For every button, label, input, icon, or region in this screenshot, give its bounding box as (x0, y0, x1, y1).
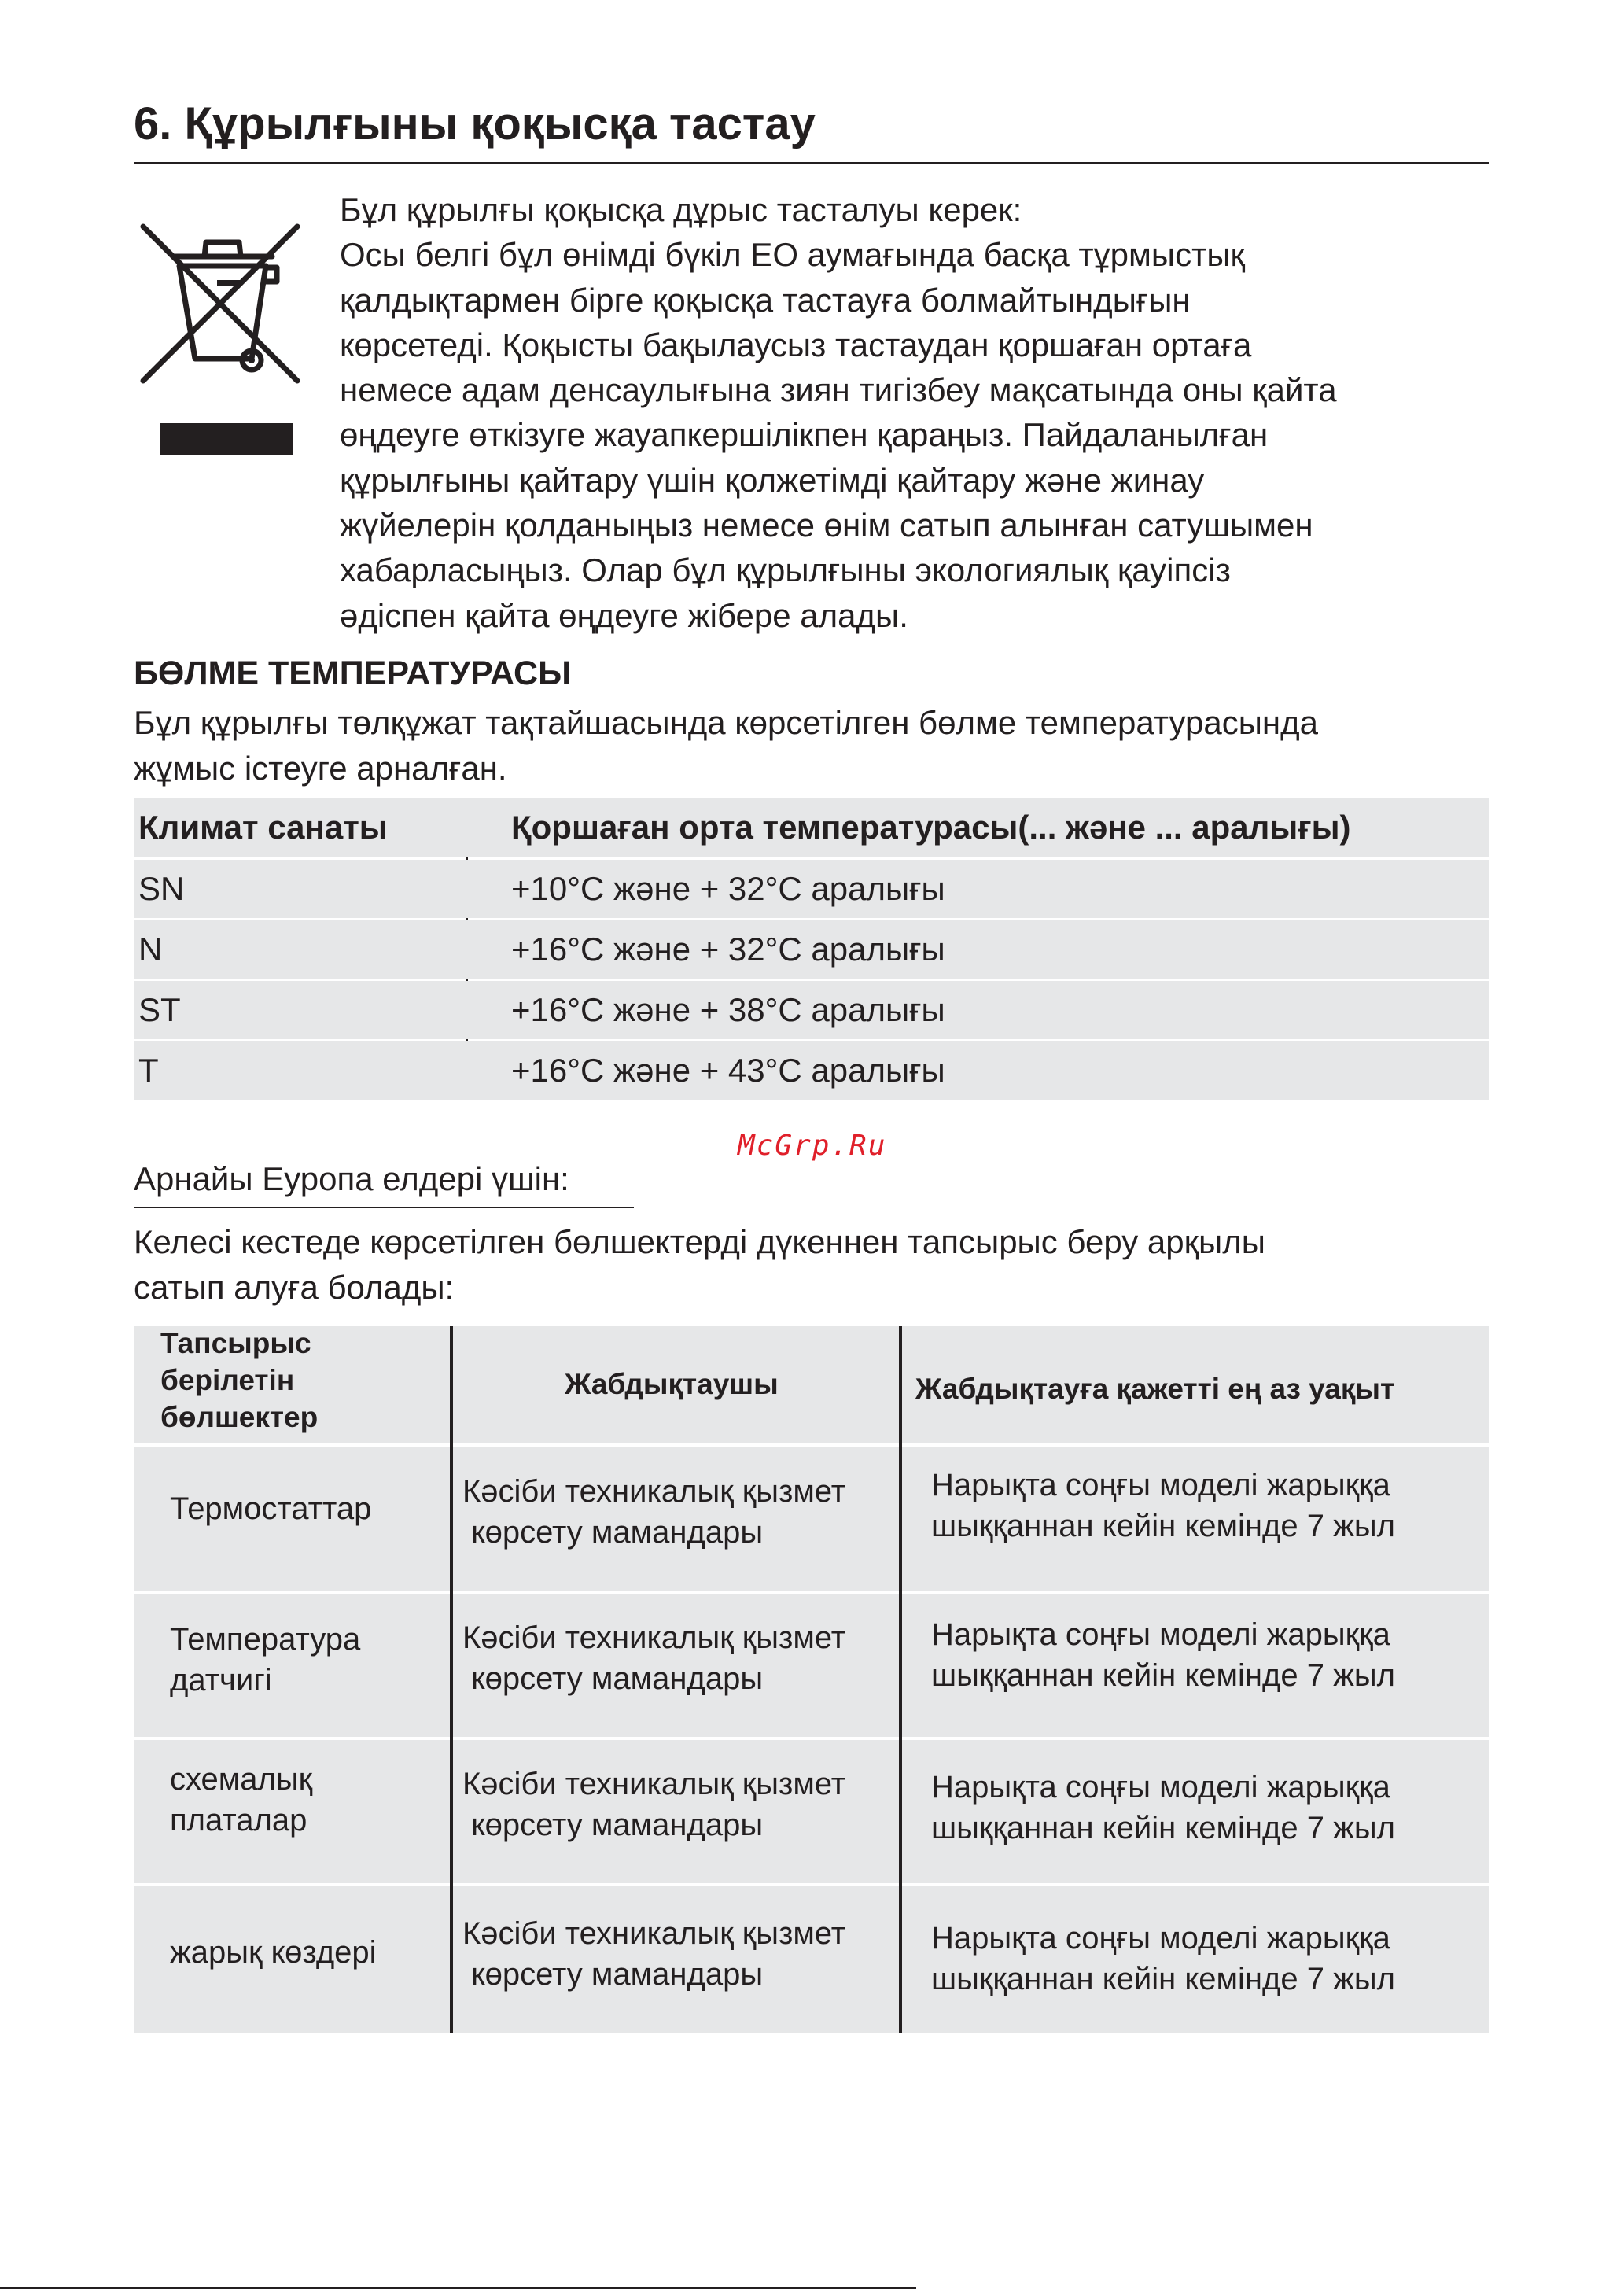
supplier: Кәсіби техникалық қызмет көрсету мамандары (462, 1916, 846, 1992)
text-line: жұмыс істеуге арналған. (134, 749, 507, 787)
column-divider (450, 1326, 453, 2033)
climate-class: ST (138, 991, 181, 1028)
min-time: Нарықта соңғы моделі жарыққа шыққаннан кейін кемінде 7 жыл (931, 1617, 1395, 1693)
column-divider (899, 1326, 902, 2033)
climate-class: SN (138, 870, 185, 907)
header-line: Тапсырыс (160, 1327, 311, 1359)
header-line: берілетін (160, 1364, 295, 1396)
text-line: хабарласыңыз. Олар бұл құрылғыны экологиялық қауіпсіз (340, 551, 1231, 589)
part-name: Температура датчигі (170, 1622, 361, 1698)
part-name: жарық көздері (170, 1935, 377, 1970)
text-line: өңдеуге өткізуге жауапкершілікпен қараңыз. Пайдаланылған (340, 416, 1269, 454)
climate-table (134, 798, 1489, 1102)
header-min-time: Жабдықтауға қажетті ең аз уақыт (915, 1373, 1395, 1405)
table-header-row (134, 798, 1489, 857)
table-row (134, 920, 1489, 979)
temperature-range: +16°C және + 43°C аралығы (511, 1052, 945, 1089)
text-line: Келесі кестеде көрсетілген бөлшектерді дүкеннен тапсырыс беру арқылы (134, 1223, 1265, 1260)
climate-class: N (138, 931, 163, 968)
footer-divider (0, 2287, 916, 2289)
text-line: Бұл құрылғы қоқысқа дұрыс тасталуы керек: (340, 191, 1022, 228)
text-line: Осы белгі бұл өнімді бүкіл ЕО аумағында басқа тұрмыстық (340, 236, 1245, 274)
text-line: сатып алуға болады: (134, 1269, 455, 1306)
header-parts (160, 1325, 318, 1436)
text-line: жүйелерін қолданыңыз немесе өнім сатып алынған сатушымен (340, 507, 1313, 544)
temperature-range: +10°C және + 32°C аралығы (511, 870, 945, 907)
text-line: қалдықтармен бірге қоқысқа тастауға болмайтындығын (340, 281, 1191, 319)
table-row (134, 860, 1489, 918)
europe-heading: Арнайы Еуропа елдері үшін: (134, 1160, 569, 1197)
header-line: бөлшектер (160, 1401, 319, 1433)
supplier: Кәсіби техникалық қызмет көрсету мамандары (462, 1767, 846, 1842)
watermark: McGrp.Ru (738, 1130, 887, 1162)
room-temperature-intro (134, 700, 1318, 791)
text-line: Бұл құрылғы төлқұжат тақтайшасында көрсетілген бөлме температурасында (134, 704, 1318, 741)
header-cell: Климат санаты (138, 809, 388, 846)
crossed-bin-icon (134, 211, 307, 461)
text-line: құрылғыны қайтару үшін қолжетімді қайтару және жинау (340, 461, 1205, 499)
europe-text (134, 1219, 1265, 1311)
header-cell: Қоршаған орта температурасы(... және ... аралығы) (511, 809, 1351, 846)
table-row (134, 981, 1489, 1039)
part-name: схемалық платалар (170, 1762, 313, 1838)
part-name: Термостаттар (170, 1491, 372, 1526)
supplier: Кәсіби техникалық қызмет көрсету мамандары (462, 1620, 846, 1696)
climate-class: T (138, 1052, 159, 1089)
text-line: көрсетеді. Қоқысты бақылаусыз тастаудан қоршаған ортаға (340, 326, 1252, 363)
min-time: Нарықта соңғы моделі жарыққа шыққаннан кейін кемінде 7 жыл (931, 1468, 1395, 1543)
disposal-paragraph (340, 187, 1337, 638)
spare-parts-table (134, 1326, 1489, 2033)
temperature-range: +16°C және + 38°C аралығы (511, 991, 945, 1028)
header-supplier: Жабдықтаушы (565, 1368, 779, 1400)
text-line: әдіспен қайта өңдеуге жібере алады. (340, 596, 908, 634)
page-title: 6. Құрылғыны қоқысқа тастау (134, 98, 816, 149)
room-temperature-heading: БӨЛМЕ ТЕМПЕРАТУРАСЫ (134, 654, 572, 692)
text-line: немесе адам денсаулығына зиян тигізбеу мақсатында оны қайта (340, 371, 1337, 409)
title-divider (134, 162, 1489, 164)
min-time: Нарықта соңғы моделі жарыққа шыққаннан кейін кемінде 7 жыл (931, 1921, 1395, 1996)
temperature-range: +16°C және + 32°C аралығы (511, 931, 945, 968)
min-time: Нарықта соңғы моделі жарыққа шыққаннан кейін кемінде 7 жыл (931, 1770, 1395, 1845)
europe-heading-underline (134, 1207, 634, 1208)
supplier: Кәсіби техникалық қызмет көрсету мамандары (462, 1474, 846, 1550)
table-row (134, 1041, 1489, 1100)
